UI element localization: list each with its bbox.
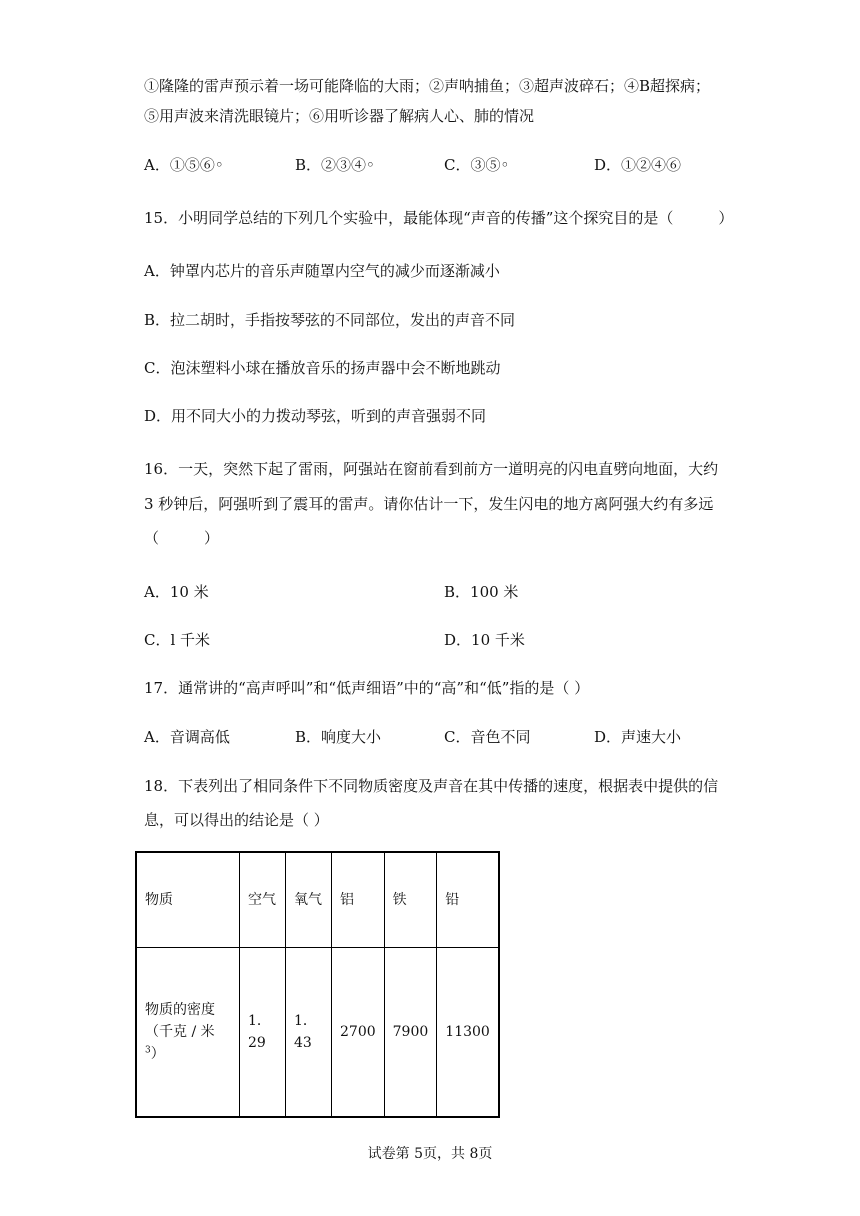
q16-option-d: D．10 千米 bbox=[444, 631, 525, 649]
table-value-aluminum: 2700 bbox=[332, 947, 385, 1117]
q15-option-d: D．用不同大小的力拨动琴弦，听到的声音强弱不同 bbox=[144, 407, 487, 425]
density-table bbox=[135, 851, 500, 1118]
page-footer: 试卷第 5页，共 8页 bbox=[367, 1146, 493, 1162]
q16-stem-line-3: （ ） bbox=[144, 529, 220, 547]
q14-option-a: A．①⑤⑥◦ bbox=[144, 156, 224, 174]
q18-stem-line-2: 息，可以得出的结论是（ ） bbox=[144, 811, 329, 829]
table-header-iron: 铁 bbox=[384, 852, 437, 947]
q15-option-a: A．钟罩内芯片的音乐声随罩内空气的减少而逐渐减小 bbox=[144, 262, 500, 280]
q17-stem: 17．通常讲的“高声呼叫”和“低声细语”中的“高”和“低”指的是（ ） bbox=[144, 679, 590, 697]
q17-option-a: A．音调高低 bbox=[144, 728, 230, 746]
q14-option-d: D．①②④⑥ bbox=[594, 156, 682, 174]
table-header-aluminum: 铝 bbox=[332, 852, 385, 947]
table-row bbox=[136, 852, 499, 947]
q15-option-b: B．拉二胡时，手指按琴弦的不同部位，发出的声音不同 bbox=[144, 311, 516, 329]
density-label-superscript: 3 bbox=[145, 1045, 151, 1056]
density-label-text: 物质的密度（千克 / 米 bbox=[145, 1001, 215, 1040]
q18-stem-line-1: 18．下表列出了相同条件下不同物质密度及声音在其中传播的速度，根据表中提供的信 bbox=[144, 777, 719, 795]
q14-option-b: B．②③④◦ bbox=[295, 156, 375, 174]
q15-option-c: C．泡沫塑料小球在播放音乐的扬声器中会不断地跳动 bbox=[144, 359, 501, 377]
table-value-air: 1．29 bbox=[240, 947, 286, 1117]
table-header-oxygen: 氧气 bbox=[286, 852, 332, 947]
q17-option-b: B．响度大小 bbox=[295, 728, 382, 746]
q15-stem: 15．小明同学总结的下列几个实验中，最能体现“声音的传播”这个探究目的是（ ） bbox=[144, 209, 734, 227]
q16-option-a: A．10 米 bbox=[144, 583, 209, 601]
q16-stem-line-1: 16．一天，突然下起了雷雨，阿强站在窗前看到前方一道明亮的闪电直劈向地面，大约 bbox=[144, 460, 719, 478]
table-cell-density-label bbox=[136, 947, 240, 1117]
q16-stem-line-2: 3 秒钟后，阿强听到了震耳的雷声。请你估计一下，发生闪电的地方离阿强大约有多远 bbox=[144, 495, 714, 513]
table-row bbox=[136, 947, 499, 1117]
q17-option-d: D．声速大小 bbox=[594, 728, 682, 746]
q16-option-b: B．100 米 bbox=[444, 583, 519, 601]
q16-option-c: C．l 千米 bbox=[144, 631, 211, 649]
table-value-oxygen: 1．43 bbox=[286, 947, 332, 1117]
density-label-end: ） bbox=[150, 1045, 165, 1062]
table-cell-substance-label: 物质 bbox=[136, 852, 240, 947]
table-value-iron: 7900 bbox=[384, 947, 437, 1117]
table-header-air: 空气 bbox=[240, 852, 286, 947]
table-value-lead: 11300 bbox=[437, 947, 499, 1117]
table-header-lead: 铅 bbox=[437, 852, 499, 947]
intro-line-2: ⑤用声波来清洗眼镜片；⑥用听诊器了解病人心、肺的情况 bbox=[144, 107, 535, 125]
q14-option-c: C．③⑤◦ bbox=[444, 156, 510, 174]
q17-option-c: C．音色不同 bbox=[444, 728, 531, 746]
intro-line-1: ①隆隆的雷声预示着一场可能降临的大雨；②声呐捕鱼；③超声波碎石；④B超探病； bbox=[144, 77, 711, 95]
